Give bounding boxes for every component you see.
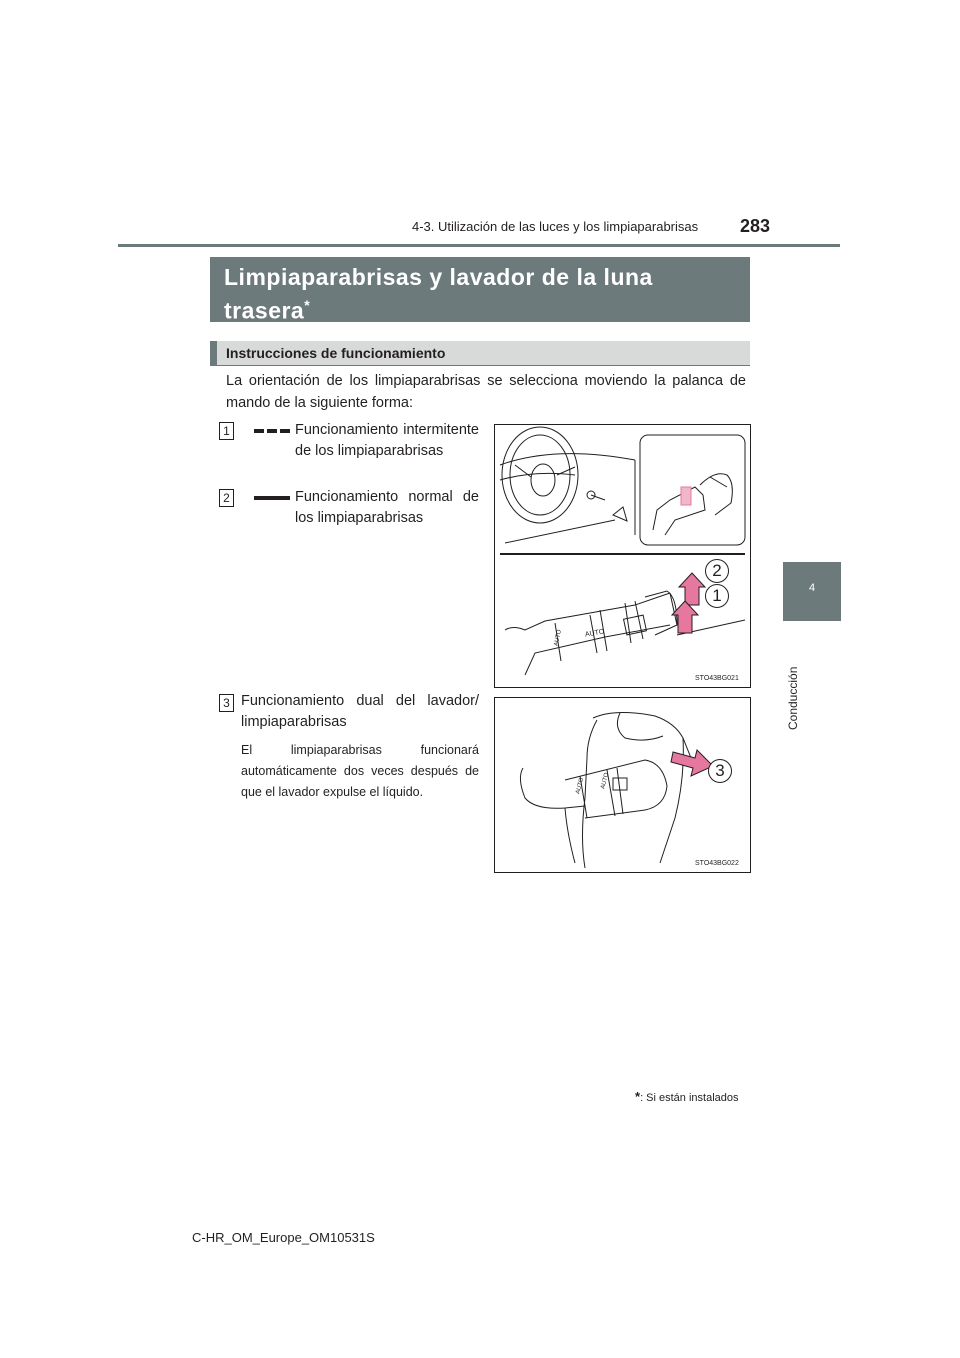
chapter-tab <box>783 562 841 621</box>
figure-wiper-lever-operation <box>494 424 751 688</box>
intermittent-line-icon <box>254 429 290 433</box>
switch-label: AUTO <box>600 772 611 790</box>
item-3-note: El limpiaparabrisas funcionará automáticamente dos veces después de que el lavador expulse el líquido. <box>241 743 479 799</box>
item-2-text: Funcionamiento normal de los limpiaparabrisas <box>295 489 479 526</box>
item-1-number: 1 <box>219 422 234 440</box>
figure-code: STO43BG022 <box>695 860 739 867</box>
switch-label: AUTO <box>575 777 586 795</box>
item-3-text: Funcionamiento dual del lavador/ limpiaparabrisas <box>241 693 479 730</box>
subheader-bar <box>210 341 750 365</box>
switch-label: AUTO <box>553 629 563 647</box>
solid-line-icon <box>254 496 290 500</box>
intro-paragraph: La orientación de los limpiaparabrisas se selecciona moviendo la palanca de mando de la siguiente forma: <box>226 373 746 411</box>
switch-label: AUTO <box>584 628 605 639</box>
title-main: Limpiaparabrisas y lavador de la luna trasera <box>224 264 653 324</box>
asterisk-icon: * <box>635 1089 641 1104</box>
washer-lever-illustration <box>495 698 750 872</box>
figure-washer-operation <box>494 697 751 873</box>
page-number: 283 <box>740 216 771 236</box>
callout-1: 1 <box>705 584 729 608</box>
callout-2: 2 <box>705 559 729 583</box>
item-1-text: Funcionamiento intermitente de los limpiaparabrisas <box>295 422 479 459</box>
item-3-number: 3 <box>219 694 234 712</box>
chapter-tab-number: 4 <box>808 582 816 594</box>
item-2-number: 2 <box>219 489 234 507</box>
subheader-accent <box>210 341 217 365</box>
subheader-rule <box>210 365 750 366</box>
chapter-label: Conducción <box>786 666 800 730</box>
figure-code: STO43BG021 <box>695 675 739 682</box>
section-header: 4-3. Utilización de las luces y los limpiaparabrisas <box>412 219 699 234</box>
header-rule <box>118 244 840 247</box>
wiper-lever-illustration <box>495 425 750 687</box>
footnote <box>635 1089 739 1104</box>
subheader-title: Instrucciones de funcionamiento <box>226 345 446 361</box>
footnote-text: : Si están instalados <box>640 1092 739 1104</box>
title-banner <box>210 257 750 322</box>
callout-3: 3 <box>708 759 732 783</box>
title-asterisk: * <box>304 297 311 313</box>
page-title <box>224 263 744 325</box>
document-id: C-HR_OM_Europe_OM10531S <box>192 1230 375 1245</box>
